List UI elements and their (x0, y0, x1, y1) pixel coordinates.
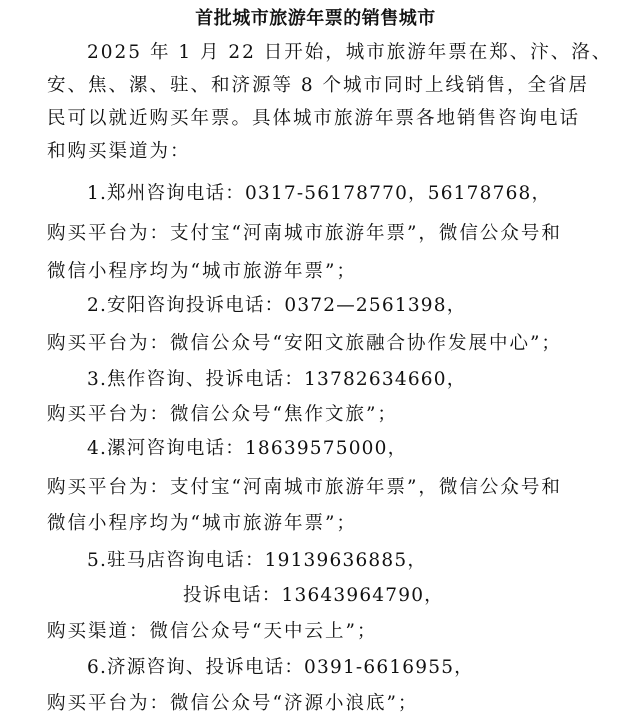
entry-channel-line: 购买平台为：微信公众号“安阳文旅融合协作发展中心”； (47, 333, 562, 354)
entry-phone-line: 1.郑州咨询电话：0317-56178770，56178768， (87, 183, 552, 204)
entry-phone-line: 5.驻马店咨询电话：19139636885， (87, 550, 428, 571)
entry-channel-line: 微信小程序均为“城市旅游年票”； (47, 261, 357, 282)
document-title: 首批城市旅游年票的销售城市 (195, 8, 436, 29)
entry-phone-line: 4.漯河咨询电话：18639575000， (87, 438, 408, 459)
entry-extra-line: 投诉电话：13643964790， (183, 585, 444, 606)
intro-line: 安、焦、漯、驻、和济源等 8 个城市同时上线销售，全省居 (47, 75, 590, 96)
entry-channel-line: 购买平台为：支付宝“河南城市旅游年票”，微信公众号和 (47, 477, 562, 498)
entry-channel-line: 购买平台为：微信公众号“济源小浪底”； (47, 693, 419, 714)
intro-line: 2025 年 1 月 22 日开始，城市旅游年票在郑、汴、洛、 (87, 42, 613, 63)
entry-channel-line: 购买平台为：支付宝“河南城市旅游年票”，微信公众号和 (47, 223, 562, 244)
entry-phone-line: 2.安阳咨询投诉电话：0372—2561398， (87, 295, 467, 316)
intro-line: 民可以就近购买年票。具体城市旅游年票各地销售咨询电话 (47, 108, 581, 129)
entry-channel-line: 微信小程序均为“城市旅游年票”； (47, 513, 357, 534)
entry-channel-line: 购买平台为：微信公众号“焦作文旅”； (47, 404, 398, 425)
entry-channel-line: 购买渠道：微信公众号“天中云上”； (47, 621, 378, 642)
intro-line: 和购买渠道为： (47, 141, 191, 162)
entry-phone-line: 6.济源咨询、投诉电话：0391-6616955， (87, 657, 474, 678)
entry-phone-line: 3.焦作咨询、投诉电话：13782634660， (87, 369, 467, 390)
